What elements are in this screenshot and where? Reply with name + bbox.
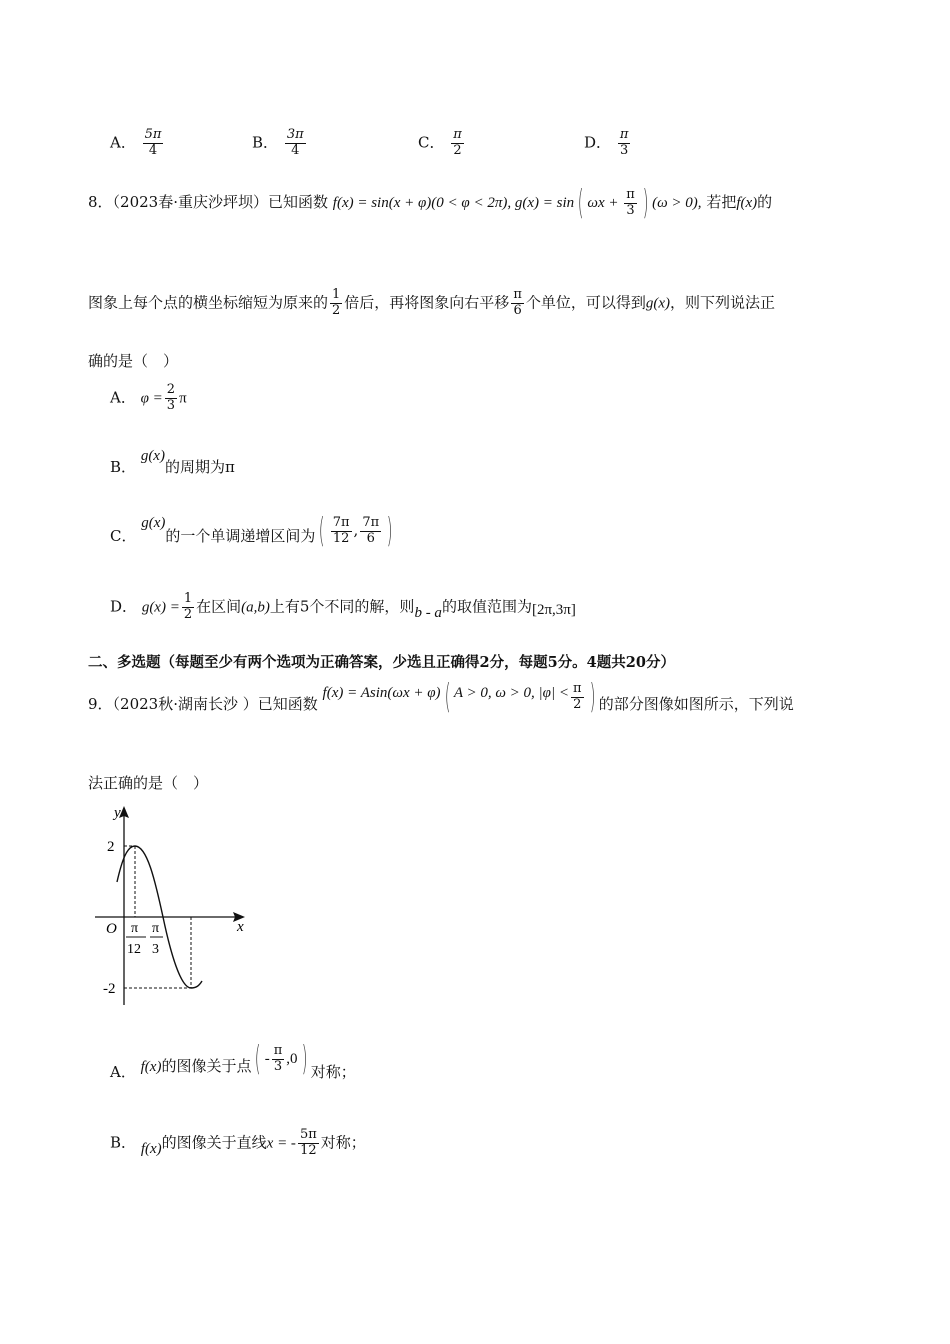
q7-option-b [252, 128, 308, 159]
option-label: C． [418, 133, 445, 152]
q7-option-d [584, 128, 632, 159]
y-min-label: -2 [103, 981, 116, 997]
fraction: $\frac{5\pi}{4}$ [144, 127, 162, 158]
origin-label: O [106, 921, 117, 937]
function-definition: f(x) = Asin(ωx + φ) [322, 685, 441, 701]
fraction: $\frac{1}{2}$ [332, 287, 341, 318]
tick1-numerator: π [131, 921, 139, 936]
fraction: $\frac{5\pi}{12}$ [299, 1127, 317, 1158]
fraction: $\frac{3\pi}{4}$ [286, 127, 304, 158]
q8-stem-line2: 图象上每个点的横坐标缩短为原来的 $\frac{1}{2}$ 倍后，再将图象向右平移 $\frac{\pi}{6}$ 个单位，可以得到g(x)，则下列说法正 [88, 287, 776, 318]
q7-option-c [418, 128, 466, 159]
option-label: B． [252, 133, 279, 152]
fraction: $\frac{7\pi}{12}$ [332, 514, 350, 546]
q8-option-b: B． g(x)的周期为π [110, 448, 235, 476]
function-graph [95, 800, 260, 1010]
q8-option-c: C． g(x)的一个单调递增区间为 ( $\frac{7\pi}{12}$ , $\frac{7\pi}{6}$ ) [110, 511, 393, 551]
fraction: $\frac{\pi}{2}$ [453, 127, 462, 158]
q8-stem-line1: 8．（2023春·重庆沙坪坝）已知函数 f(x) = sin(x + φ)(0 < φ < 2π), g(x) = sin ( ωx + $\frac{\pi}{3}$ ) (ω > 0), 若把f(x)的 [88, 183, 773, 223]
y-max-label: 2 [107, 839, 115, 855]
q9-stem-line2: 法正确的是（ ） [88, 774, 209, 792]
option-label: D． [584, 133, 612, 152]
tick2-numerator: π [152, 921, 160, 936]
tick1-denominator: 12 [127, 942, 141, 957]
tick2-denominator: 3 [152, 942, 159, 957]
x-axis-label: x [237, 919, 244, 935]
fraction: $\frac{1}{2}$ [183, 591, 193, 622]
section-heading: 二、多选题（每题至少有两个选项为正确答案，少选且正确得2分，每题5分。4题共20分） [88, 654, 675, 671]
fraction: $\frac{2}{3}$ [166, 382, 176, 413]
q9-stem-line1: 9．（2023秋·湖南长沙 ）已知函数 f(x) = Asin(ωx + φ) ( A > 0, ω > 0, |φ| < $\frac{\pi}{2}$ ) 的部分图像如图所示，下列说 [88, 677, 794, 717]
fraction: $\frac{\pi}{3}$ [626, 186, 635, 218]
fraction: $\frac{\pi}{6}$ [513, 287, 522, 318]
fraction: $\frac{7\pi}{6}$ [362, 514, 380, 546]
fraction: $\frac{\pi}{3}$ [619, 127, 629, 158]
q8-option-d: D． g(x) = $\frac{1}{2}$ 在区间(a,b)上有5个不同的解，则b - a的取值范围为[2π,3π] [110, 591, 576, 622]
question-source: （2023春·重庆沙坪坝）已知函数 [112, 193, 328, 211]
y-axis-label: y [114, 805, 121, 821]
q9-option-a: A． f(x)的图像关于点 ( - $\frac{\pi}{3}$ ,0 ) 对称； [110, 1039, 356, 1081]
question-source: （2023秋·湖南长沙 ）已知函数 [112, 695, 318, 713]
question-number: 8． [88, 193, 113, 211]
function-definition: f(x) = sin(x + φ)(0 < φ < 2π), g(x) = sin [332, 195, 575, 211]
q7-option-a [110, 128, 165, 159]
fraction: $\frac{\pi}{2}$ [572, 680, 582, 712]
q8-stem-line3: 确的是（ ） [88, 352, 179, 370]
option-label: A． [110, 133, 136, 152]
q9-option-b: B． f(x)的图像关于直线x = - $\frac{5\pi}{12}$ 对称； [110, 1127, 366, 1158]
question-number: 9． [88, 695, 113, 713]
q8-option-a: A． φ = $\frac{2}{3}$ π [110, 382, 187, 413]
fraction: $\frac{\pi}{3}$ [273, 1042, 283, 1074]
